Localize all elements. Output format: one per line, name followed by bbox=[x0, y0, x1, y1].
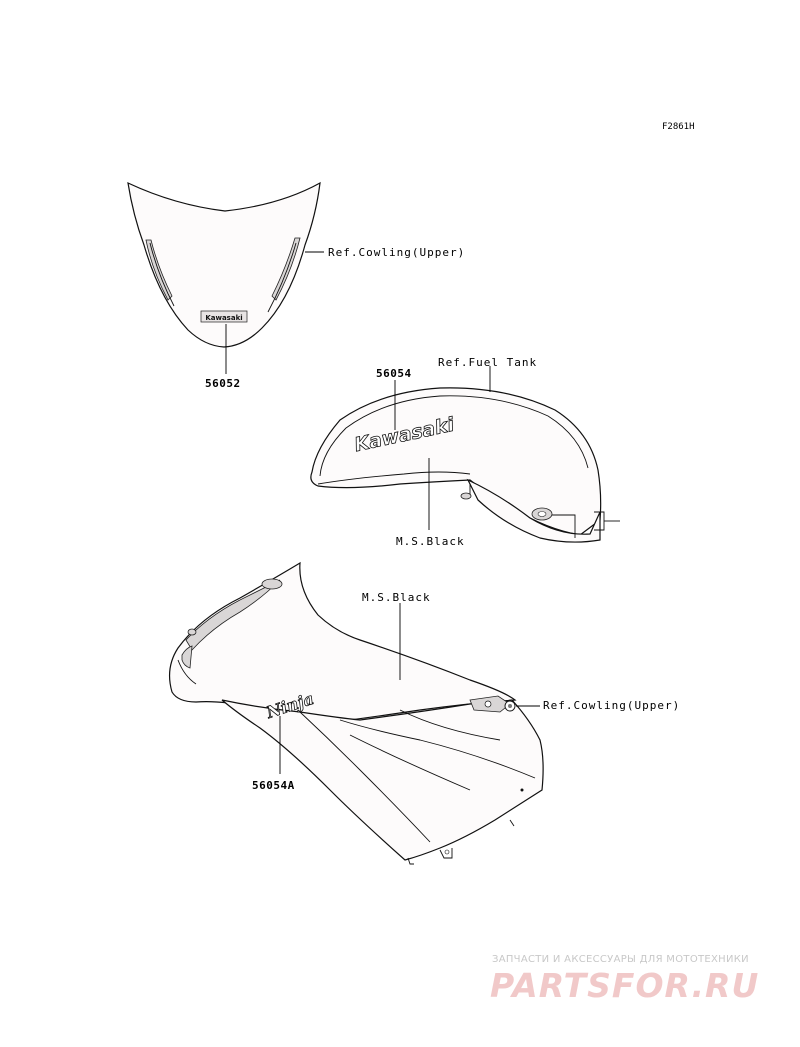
fuel-tank-part bbox=[311, 388, 620, 542]
label-ref-cowling-upper-1: Ref.Cowling(Upper) bbox=[328, 246, 466, 259]
label-ref-fuel-tank: Ref.Fuel Tank bbox=[438, 356, 538, 369]
tank-kawasaki-logo: Kawasaki bbox=[352, 413, 456, 457]
label-56054a: 56054A bbox=[252, 779, 295, 792]
cowl-ninja-logo: Ninja bbox=[264, 688, 317, 723]
label-ref-cowling-upper-2: Ref.Cowling(Upper) bbox=[543, 699, 681, 712]
label-ms-black-1: M.S.Black bbox=[396, 535, 465, 548]
watermark-tagline: ЗАПЧАСТИ И АКСЕССУАРЫ ДЛЯ МОТОТЕХНИКИ bbox=[492, 954, 749, 965]
label-56052: 56052 bbox=[205, 377, 241, 390]
side-fairing-part bbox=[170, 563, 544, 864]
figure-code: F2861H bbox=[662, 122, 695, 132]
label-ms-black-2: M.S.Black bbox=[362, 591, 431, 604]
label-56054: 56054 bbox=[376, 367, 412, 380]
windshield-kawasaki-logo: Kawasaki bbox=[205, 314, 243, 322]
windshield-part bbox=[128, 183, 320, 347]
watermark-logo: PARTSFOR.RU bbox=[490, 966, 760, 1005]
